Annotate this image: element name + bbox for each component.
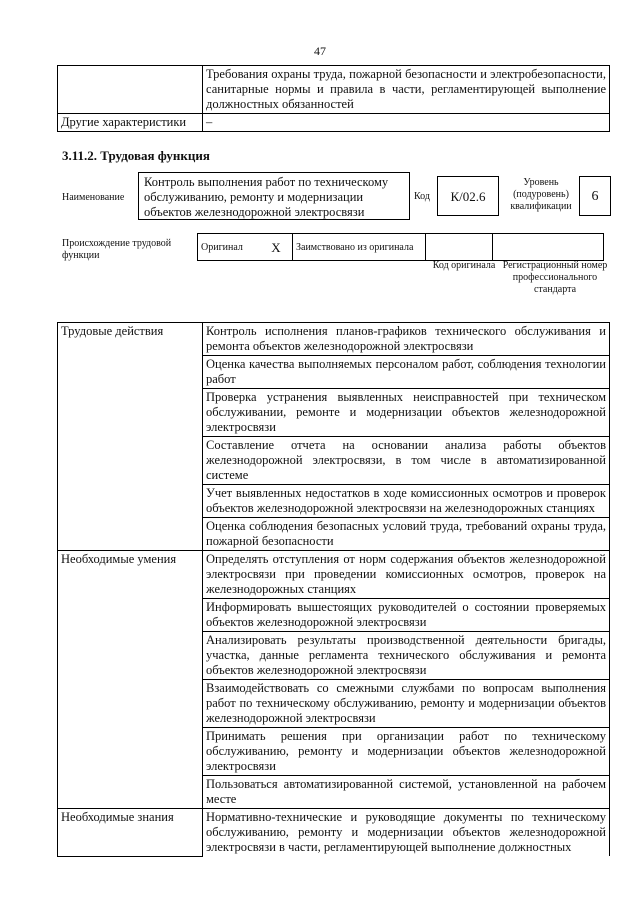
- requirements-cell: Требования охраны труда, пожарной безопасности и электробезопасности, санитарные нормы и правила в части, регламентирующей выполнение должностных обязанностей: [203, 66, 610, 114]
- origin-label: Происхождение трудовой функции: [62, 238, 172, 261]
- original-label: Оригинал: [198, 234, 261, 261]
- original-mark: X: [260, 234, 293, 261]
- skill-item: Пользоваться автоматизированной системой, установленной на рабочем месте: [203, 776, 610, 809]
- table-row: [58, 809, 610, 857]
- table-row: [58, 551, 610, 599]
- labor-action-item: Составление отчета на основании анализа работы объектов железнодорожной электросвязи, в том числе в автоматизированной системе: [203, 437, 610, 485]
- skill-item: Взаимодействовать со смежными службами по вопросам выполнения работ по техническому обслуживанию, ремонту и модернизации объектов железнодорожной электросвязи: [203, 680, 610, 728]
- table-row: [58, 114, 610, 132]
- other-characteristics-label: Другие характеристики: [58, 114, 203, 132]
- characteristics-table: [57, 65, 610, 132]
- table-row: [58, 66, 610, 114]
- other-characteristics-value: –: [203, 114, 610, 132]
- code-label: Код: [414, 191, 430, 202]
- skills-label: Необходимые умения: [58, 551, 203, 809]
- borrowed-label: Заимствовано из оригинала: [293, 234, 426, 261]
- labor-action-item: Оценка соблюдения безопасных условий труда, требований охраны труда, пожарной безопасности: [203, 518, 610, 551]
- skill-item: Анализировать результаты производственной деятельности бригады, участка, данные регламента технического обслуживания и ремонта объектов железнодорожной электросвязи: [203, 632, 610, 680]
- knowledge-label: Необходимые знания: [58, 809, 203, 857]
- code-original-caption: Код оригинала: [432, 260, 496, 271]
- empty-cell: [58, 66, 203, 114]
- labor-action-item: Учет выявленных недостатков в ходе комиссионных осмотров и проверок объектов железнодорожной электросвязи на железнодорожных станциях: [203, 485, 610, 518]
- labor-actions-label: Трудовые действия: [58, 323, 203, 551]
- name-label: Наименование: [62, 192, 125, 203]
- section-title: 3.11.2. Трудовая функция: [62, 148, 210, 163]
- labor-action-item: Контроль исполнения планов-графиков технического обслуживания и ремонта объектов железнодорожной электросвязи: [203, 323, 610, 356]
- table-row: [58, 323, 610, 356]
- function-code-box: К/02.6: [437, 176, 499, 216]
- level-label: Уровень (подуровень) квалификации: [510, 177, 572, 212]
- code-original-cell: [426, 234, 493, 261]
- labor-action-item: Проверка устранения выявленных неисправностей при техническом обслуживании, ремонте и модернизации объектов железнодорожной электросвязи: [203, 389, 610, 437]
- page-number: 47: [314, 44, 326, 58]
- skill-item: Определять отступления от норм содержания объектов железнодорожной электросвязи при проведении комиссионных осмотров, проверок на железнодорожных станциях: [203, 551, 610, 599]
- table-row: [198, 234, 604, 261]
- knowledge-item: Нормативно-технические и руководящие документы по техническому обслуживанию, ремонту и модернизации объектов железнодорожной электросвязи в части, регламентирующей выполнение должностных: [203, 809, 610, 857]
- function-name-box: Контроль выполнения работ по техническому обслуживанию, ремонту и модернизации объектов железнодорожной электросвязи: [138, 172, 410, 220]
- function-details-table: [57, 322, 610, 857]
- qualification-level-box: 6: [579, 176, 611, 216]
- labor-action-item: Оценка качества выполняемых персоналом работ, соблюдения технологии работ: [203, 356, 610, 389]
- reg-number-cell: [493, 234, 604, 261]
- skill-item: Принимать решения при организации работ по техническому обслуживанию, ремонту и модернизации объектов железнодорожной электросвязи: [203, 728, 610, 776]
- origin-table: [197, 233, 604, 261]
- skill-item: Информировать вышестоящих руководителей о состоянии проверяемых объектов железнодорожной электросвязи: [203, 599, 610, 632]
- reg-number-caption: Регистрационный номер профессионального стандарта: [502, 260, 608, 295]
